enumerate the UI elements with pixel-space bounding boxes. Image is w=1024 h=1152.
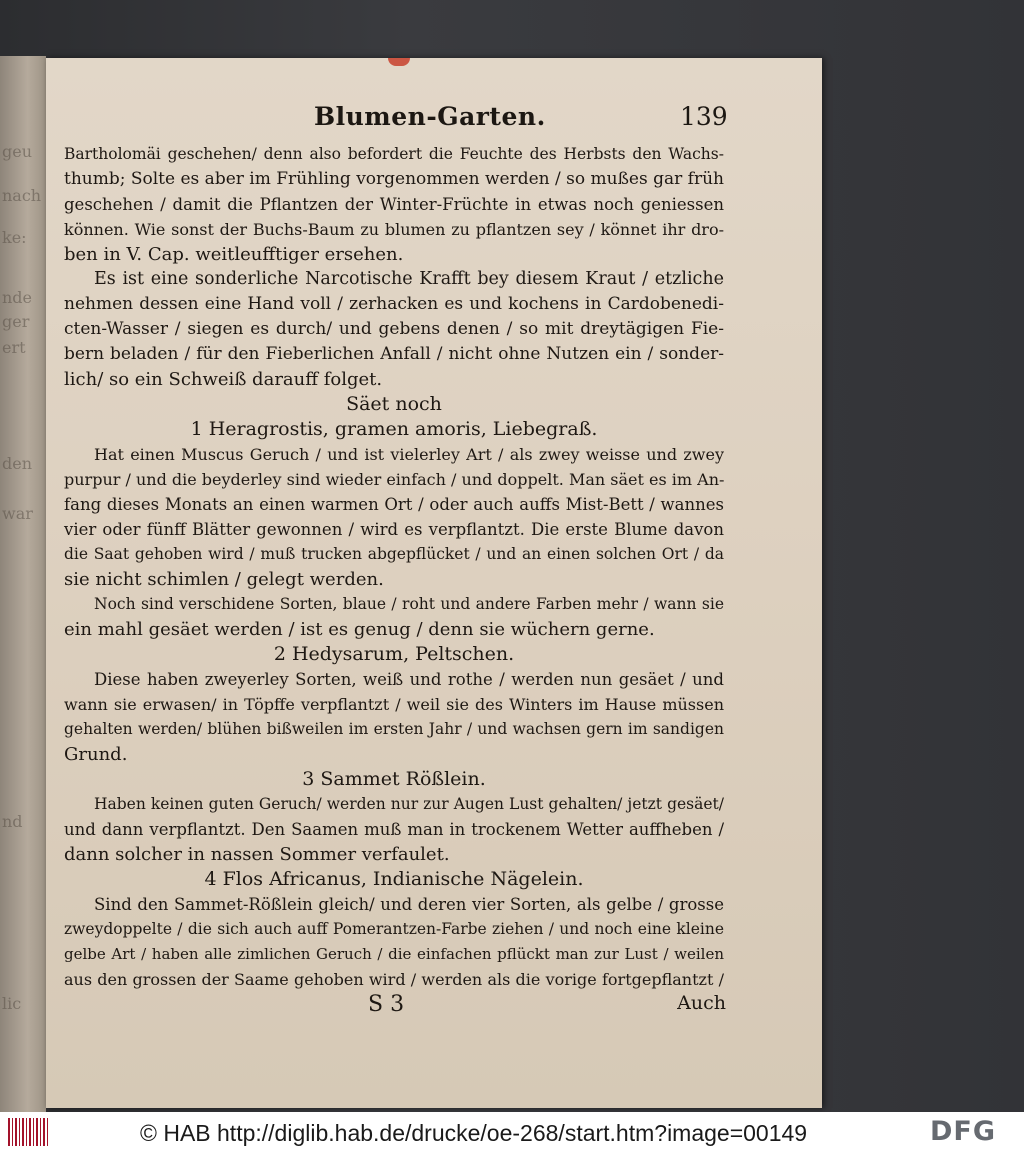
text-line: sie nicht schimlen / gelegt werden.	[64, 569, 384, 590]
text-line: Hat einen Muscus Geruch / und ist vielerley Art / als zwey weisse und zwey	[94, 445, 724, 464]
section-heading: 1 Heragrostis, gramen amoris, Liebegraß.	[190, 418, 598, 440]
bleed-text: ke:	[2, 228, 27, 247]
section-heading: 3 Sammet Rößlein.	[302, 768, 486, 790]
bleed-text: nde	[2, 288, 33, 307]
section-heading: 2 Hedysarum, Peltschen.	[273, 643, 515, 665]
hab-logo-icon	[8, 1118, 48, 1146]
book-page	[46, 58, 822, 1108]
text-line: Es ist eine sonderliche Narcotische Krafft bey diesem Kraut / etzliche	[94, 269, 724, 289]
text-line: Sind den Sammet-Rößlein gleich/ und deren vier Sorten, als gelbe / grosse	[94, 895, 724, 914]
bleed-text: den	[2, 454, 33, 473]
signature-mark: S 3	[368, 992, 405, 1017]
text-line: ben in V. Cap. weitleufftiger ersehen.	[64, 244, 404, 265]
bleed-text: ert	[2, 338, 26, 357]
text-line: nehmen dessen eine Hand voll / zerhacken es und kochens in Cardobenedi-	[64, 294, 724, 314]
dfg-logo: DFG	[930, 1116, 997, 1147]
text-line: dann solcher in nassen Sommer verfaulet.	[64, 844, 450, 865]
bleed-text: ger	[2, 312, 30, 331]
bleed-text: geu	[2, 142, 33, 161]
text-line: Grund.	[64, 744, 128, 765]
text-line: Bartholomäi geschehen/ denn also befordert die Feuchte des Herbsts den Wachs-	[64, 145, 724, 163]
text-line: lich/ so ein Schweiß darauff folget.	[64, 369, 383, 390]
text-line: aus den grossen der Saame gehoben wird / werden als die vorige fortgepflantzt /	[64, 970, 724, 989]
bleed-text: lic	[2, 994, 22, 1013]
section-heading: 4 Flos Africanus, Indianische Nägelein.	[204, 868, 584, 890]
text-line: vier oder fünff Blätter gewonnen / wird es verpflantzt. Die erste Blume davon	[64, 520, 724, 539]
text-line: Diese haben zweyerley Sorten, weiß und rothe / werden nun gesäet / und	[94, 670, 724, 689]
text-line: gelbe Art / haben alle zimlichen Geruch / die einfachen pflückt man zur Lust / weilen	[64, 945, 724, 963]
text-line: thumb; Solte es aber im Frühling vorgenommen werden / so mußes gar früh	[64, 169, 724, 189]
text-line: Noch sind verschidene Sorten, blaue / roht und andere Farben mehr / wann sie	[94, 595, 724, 613]
text-line: ein mahl gesäet werden / ist es genug / denn sie wüchern gerne.	[64, 619, 655, 640]
bleed-text: war	[2, 504, 33, 523]
text-line: cten-Wasser / siegen es durch/ und gebens denen / so mit dreytägigen Fie-	[64, 319, 724, 339]
text-line: zweydoppelte / die sich auch auff Pomerantzen-Farbe ziehen / und noch eine kleine	[64, 920, 724, 938]
text-line: wann sie erwasen/ in Töpffe verpflantzt / weil sie des Winters im Hause müssen	[64, 695, 724, 714]
running-head: Blumen-Garten.	[314, 102, 546, 131]
catchword: Auch	[677, 992, 726, 1014]
text-line: fang dieses Monats an einen warmen Ort / oder auch auffs Mist-Bett / wannes	[64, 495, 724, 514]
bleed-text: nach	[2, 186, 42, 205]
text-line: bern beladen / für den Fieberlichen Anfall / nicht ohne Nutzen ein / sonder-	[64, 344, 724, 364]
text-line: und dann verpflantzt. Den Saamen muß man in trockenem Wetter auffheben /	[64, 820, 724, 839]
text-line: gehalten werden/ blühen bißweilen im ersten Jahr / und wachsen gern im sandigen	[64, 720, 724, 738]
text-line: purpur / und die beyderley sind wieder einfach / und doppelt. Man säet es im An-	[64, 470, 725, 489]
text-line: können. Wie sonst der Buchs-Baum zu blumen zu pflantzen sey / könnet ihr dro-	[64, 220, 724, 239]
text-line: die Saat gehoben wird / muß trucken abgepflücket / und an einen solchen Ort / da	[64, 545, 724, 563]
page-number: 139	[680, 102, 728, 131]
text-line: geschehen / damit die Pflantzen der Winter-Früchte in etwas noch geniessen	[64, 195, 724, 214]
bleed-text: nd	[2, 812, 23, 831]
section-heading: Säet noch	[346, 393, 442, 415]
footer-bar	[0, 1112, 1024, 1152]
previous-page-edge	[0, 56, 46, 1112]
text-line: Haben keinen guten Geruch/ werden nur zur Augen Lust gehalten/ jetzt gesäet/	[94, 795, 724, 813]
red-seal-mark	[388, 58, 410, 66]
source-credit-link[interactable]: © HAB http://diglib.hab.de/drucke/oe-268/start.htm?image=00149	[140, 1120, 808, 1146]
